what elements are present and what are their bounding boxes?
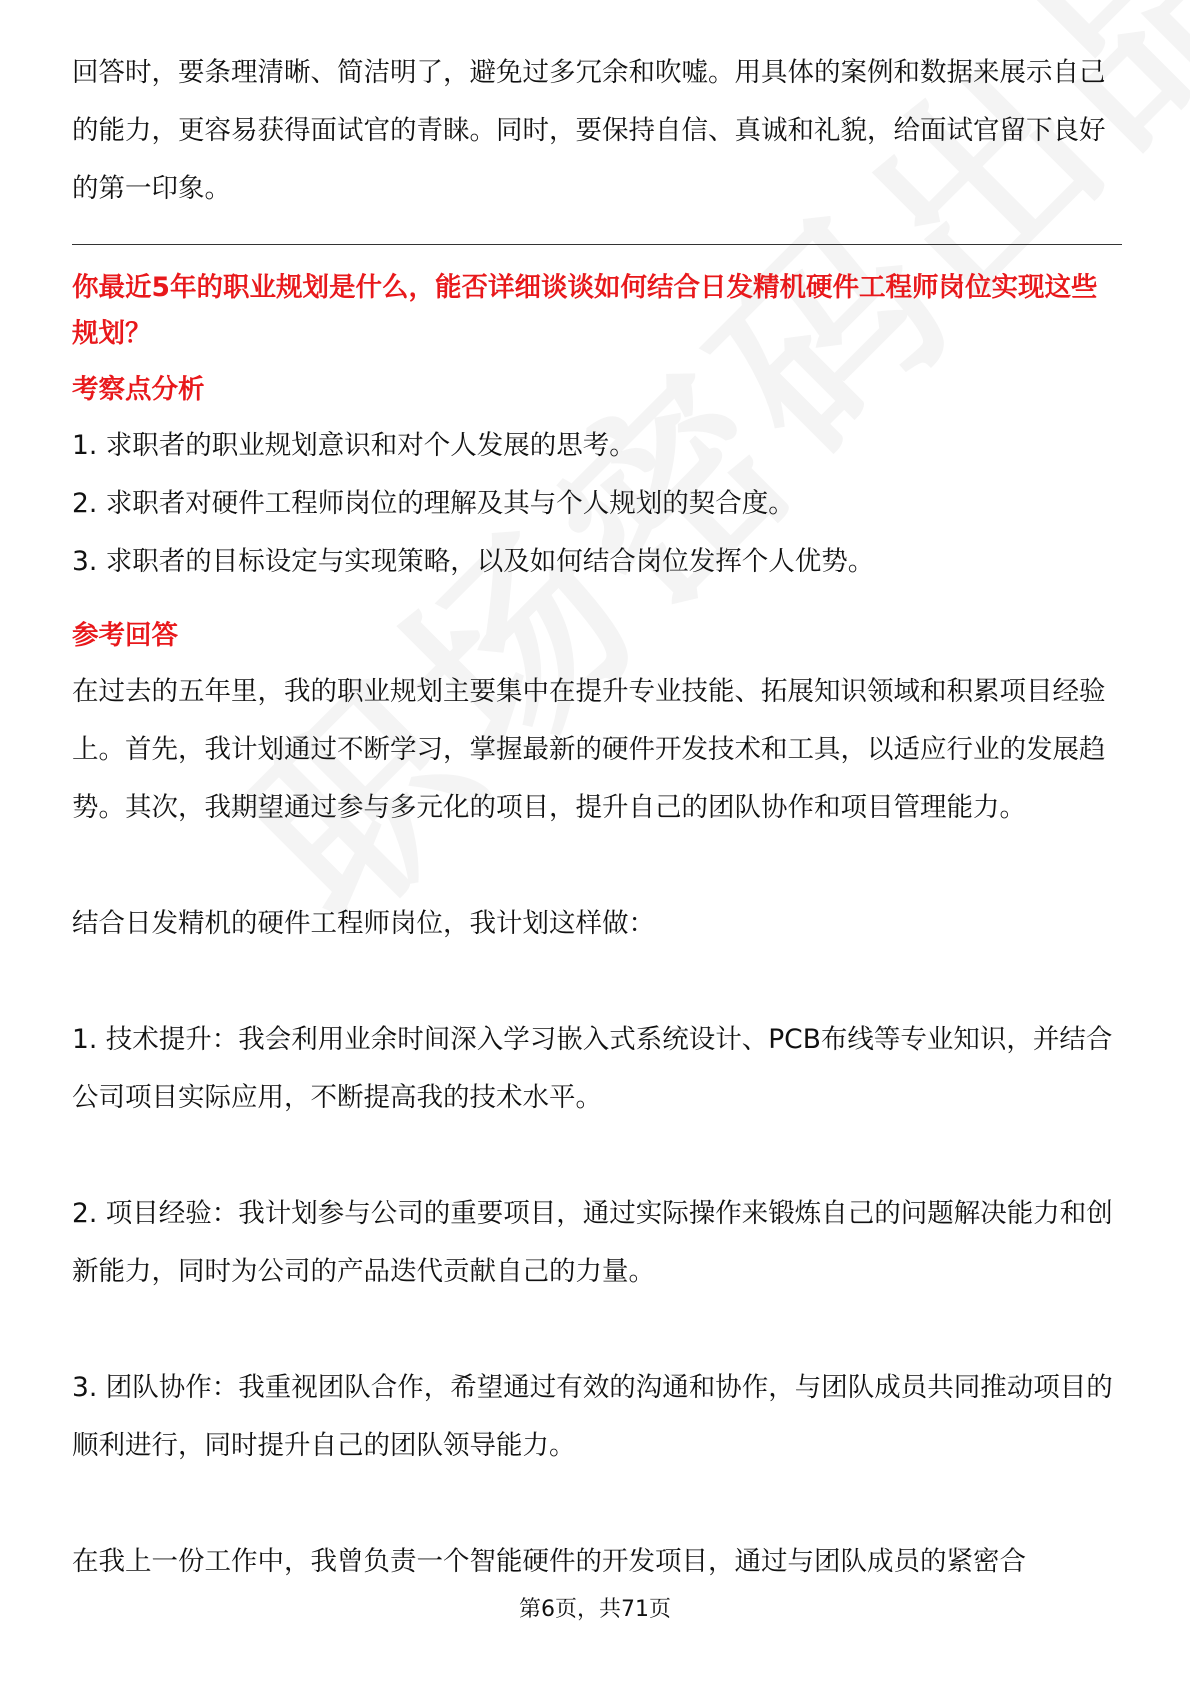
analysis-item: 2. 求职者对硬件工程师岗位的理解及其与个人规划的契合度。 (72, 488, 795, 519)
spacer (72, 837, 1122, 895)
section-divider (72, 244, 1122, 245)
answer-paragraph: 在我上一份工作中，我曾负责一个智能硬件的开发项目，通过与团队成员的紧密合 (72, 1546, 1026, 1577)
spacer (72, 1127, 1122, 1185)
answer-paragraph: 2. 项目经验：我计划参与公司的重要项目，通过实际操作来锻炼自己的问题解决能力和创新能力，同时为公司的产品迭代贡献自己的力量。 (72, 1198, 1113, 1287)
answer-paragraph: 1. 技术提升：我会利用业余时间深入学习嵌入式系统设计、PCB布线等专业知识，并结合公司项目实际应用，不断提高我的技术水平。 (72, 1024, 1113, 1113)
question-heading: 你最近5年的职业规划是什么，能否详细谈谈如何结合日发精机硬件工程师岗位实现这些规划？ (72, 272, 1098, 349)
analysis-title: 考察点分析 (72, 374, 205, 405)
spacer (72, 591, 1122, 609)
answer-paragraph: 3. 团队协作：我重视团队合作，希望通过有效的沟通和协作，与团队成员共同推动项目的顺利进行，同时提升自己的团队领导能力。 (72, 1372, 1113, 1461)
answer-title: 参考回答 (72, 620, 178, 651)
spacer (72, 1475, 1122, 1533)
spacer (72, 953, 1122, 1011)
spacer (72, 1301, 1122, 1359)
intro-paragraph: 回答时，要条理清晰、简洁明了，避免过多冗余和吹嘘。用具体的案例和数据来展示自己的能力，更容易获得面试官的青睐。同时，要保持自信、真诚和礼貌，给面试官留下良好的第一印象。 (72, 57, 1106, 204)
answer-paragraph: 结合日发精机的硬件工程师岗位，我计划这样做： (72, 908, 655, 939)
analysis-item: 3. 求职者的目标设定与实现策略，以及如何结合岗位发挥个人优势。 (72, 546, 875, 577)
page-footer: 第6页，共71页 (519, 1597, 671, 1622)
answer-paragraph: 在过去的五年里，我的职业规划主要集中在提升专业技能、拓展知识领域和积累项目经验上。首先，我计划通过不断学习，掌握最新的硬件开发技术和工具，以适应行业的发展趋势。其次，我期望通过参与多元化的项目，提升自己的团队协作和项目管理能力。 (72, 676, 1106, 823)
page-content (72, 44, 1122, 1591)
analysis-item: 1. 求职者的职业规划意识和对个人发展的思考。 (72, 430, 636, 461)
